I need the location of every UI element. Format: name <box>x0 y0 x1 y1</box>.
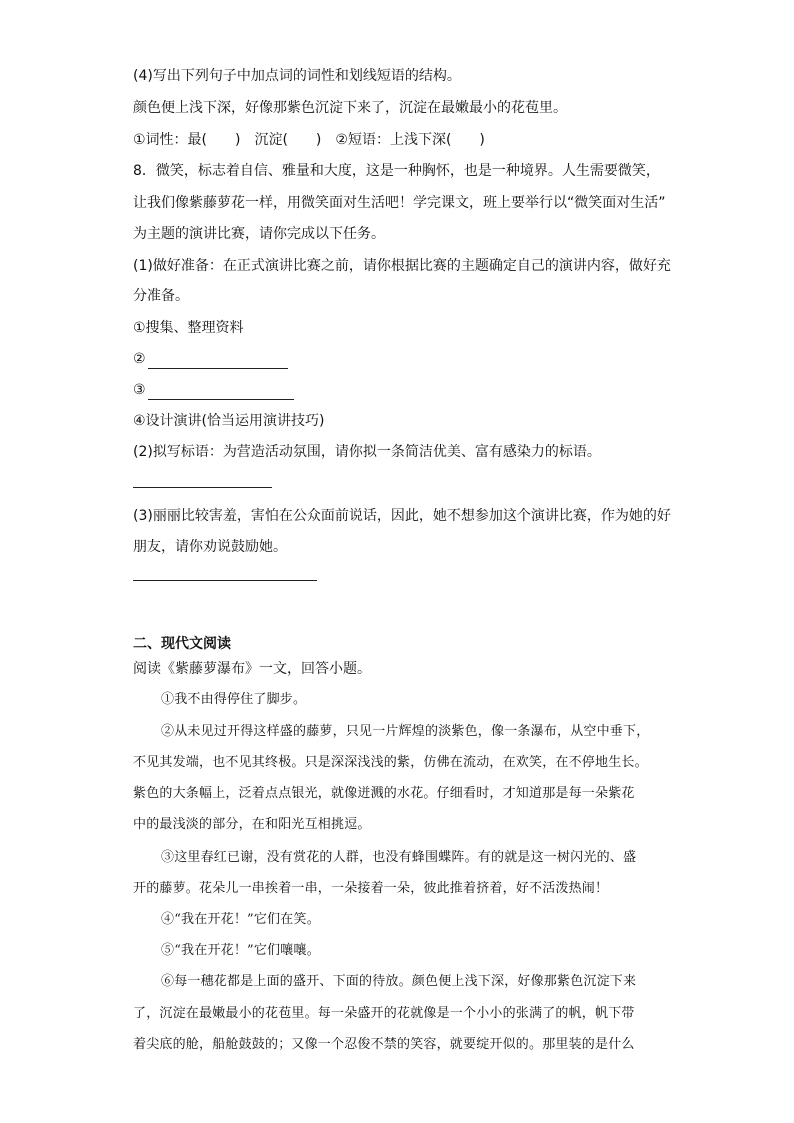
q8-part3-answer-blank[interactable] <box>133 580 317 581</box>
q8-step-1: ①搜集、整理资料 <box>133 320 244 336</box>
q8-part1-line-2: 分准备。 <box>133 288 189 304</box>
reading-instruction: 阅读《紫藤萝瀑布》一文，回答小题。 <box>133 661 371 677</box>
q8-text-line-1: 8．微笑，标志着自信、雅量和大度，这是一种胸怀，也是一种境界。人生需要微笑， <box>133 163 660 179</box>
passage-paragraph-5: ⑤“我在开花！”它们嚷嚷。 <box>161 943 320 958</box>
q8-part1-line-1: (1)做好准备：在正式演讲比赛之前，请你根据比赛的主题确定自己的演讲内容，做好充 <box>133 258 671 274</box>
passage-paragraph-2-line-4: 中的最浅淡的部分，在和阳光互相挑逗。 <box>133 817 371 832</box>
passage-paragraph-6-line-2: 了，沉淀在最嫩最小的花苞里。每一朵盛开的花就像是一个小小的张满了的帆，帆下带 <box>133 1006 635 1021</box>
passage-paragraph-3-line-1: ③这里春红已谢，没有赏花的人群，也没有蜂围蝶阵。有的就是这一树闪光的、盛 <box>161 850 637 865</box>
passage-paragraph-2-line-3: 紫色的大条幅上，泛着点点银光，就像迸溅的水花。仔细看时，才知道那是每一朵紫花 <box>133 786 635 801</box>
q7-part4-prompt: (4)写出下列句子中加点词的词性和划线短语的结构。 <box>133 68 461 84</box>
q8-step-3 <box>133 380 294 400</box>
q8-step-3-answer-blank[interactable] <box>148 383 294 400</box>
passage-paragraph-2-line-1: ②从未见过开得这样盛的藤萝，只见一片辉煌的淡紫色，像一条瀑布，从空中垂下， <box>161 724 650 739</box>
passage-paragraph-2-line-2: 不见其发端，也不见其终极。只是深深浅浅的紫，仿佛在流动，在欢笑，在不停地生长。 <box>133 755 648 770</box>
passage-paragraph-6-line-3: 着尖底的舱，船舱鼓鼓的；又像一个忍俊不禁的笑容，就要绽开似的。那里装的是什么 <box>133 1037 635 1052</box>
section-heading: 二、现代文阅读 <box>133 636 231 652</box>
q7-sentence: 颜色便上浅下深，好像那紫色沉淀下来了，沉淀在最嫩最小的花苞里。 <box>133 100 567 116</box>
passage-paragraph-6-line-1: ⑥每一穗花都是上面的盛开、下面的待放。颜色便上浅下深，好像那紫色沉淀下来 <box>161 974 637 989</box>
q8-part2-answer-blank[interactable] <box>133 487 272 488</box>
passage-paragraph-1: ①我不由得停住了脚步。 <box>161 692 307 707</box>
q8-step-3-number: ③ <box>133 382 146 398</box>
q8-part3-line-1: (3)丽丽比较害羞，害怕在公众面前说话，因此，她不想参加这个演讲比赛，作为她的好 <box>133 508 671 524</box>
q8-step-2 <box>133 349 288 369</box>
q8-part2-prompt: (2)拟写标语：为营造活动氛围，请你拟一条简洁优美、富有感染力的标语。 <box>133 444 601 460</box>
q8-text-line-2: 让我们像紫藤萝花一样，用微笑面对生活吧！学完课文，班上要举行以“微笑面对生活” <box>133 195 666 211</box>
q7-answer-line: ①词性：最( ) 沉淀( ) ②短语：上浅下深( ) <box>133 132 485 148</box>
q8-step-2-answer-blank[interactable] <box>148 352 288 369</box>
q8-part3-line-2: 朋友，请你劝说鼓励她。 <box>133 539 287 555</box>
passage-paragraph-3-line-2: 开的藤萝。花朵儿一串挨着一串，一朵接着一朵，彼此推着挤着，好不活泼热闹！ <box>133 881 609 896</box>
q8-text-line-3: 为主题的演讲比赛，请你完成以下任务。 <box>133 226 385 242</box>
passage-paragraph-4: ④“我在开花！”它们在笑。 <box>161 912 320 927</box>
q8-step-2-number: ② <box>133 351 146 367</box>
q8-step-4: ④设计演讲(恰当运用演讲技巧) <box>133 413 325 429</box>
